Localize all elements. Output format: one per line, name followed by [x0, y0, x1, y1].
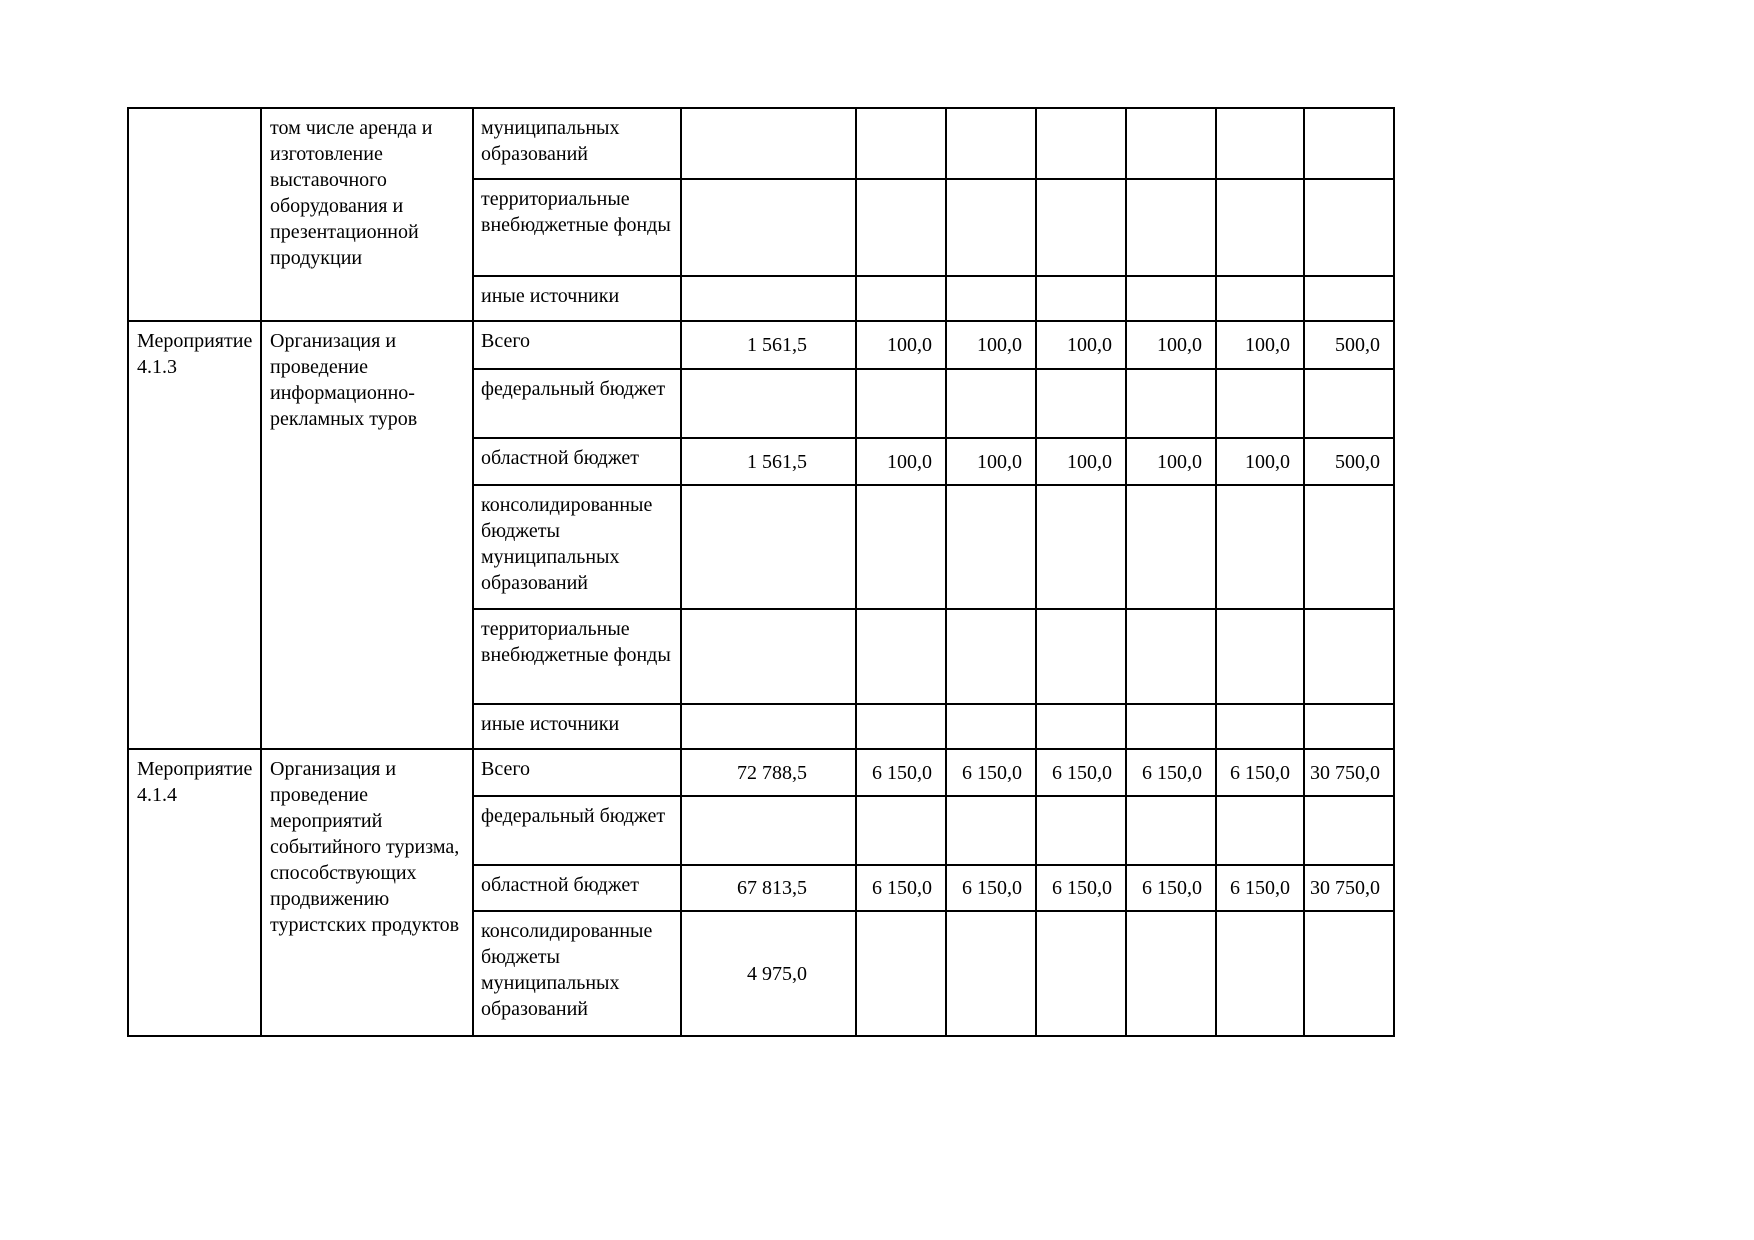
- budget-source-cell: консолидированные бюджеты муниципальных образований: [473, 911, 681, 1036]
- budget-source-cell: федеральный бюджет: [473, 369, 681, 438]
- value-cell: 6 150,0: [946, 749, 1036, 796]
- budget-source-cell: областной бюджет: [473, 438, 681, 485]
- value-cell: [856, 276, 946, 321]
- value-cell: 100,0: [1036, 321, 1126, 369]
- value-cell: [856, 796, 946, 865]
- value-cell: [1036, 108, 1126, 179]
- value-cell: [681, 796, 856, 865]
- value-cell: [856, 609, 946, 704]
- budget-source-cell: муниципальных образований: [473, 108, 681, 179]
- value-cell: 6 150,0: [1036, 865, 1126, 911]
- value-cell: [856, 911, 946, 1036]
- value-cell: [946, 704, 1036, 749]
- value-cell: [1304, 911, 1394, 1036]
- value-cell: [1304, 796, 1394, 865]
- value-cell: [1216, 108, 1304, 179]
- value-cell: [1126, 369, 1216, 438]
- value-cell: [1126, 108, 1216, 179]
- value-cell: [1304, 179, 1394, 276]
- value-cell: [1126, 609, 1216, 704]
- activity-description-cell: Организация и проведение мероприятий событийного туризма, способствующих продвижению туристских продуктов: [261, 749, 473, 1036]
- value-cell: [1216, 704, 1304, 749]
- table-row: [128, 108, 1394, 179]
- budget-source-cell: территориальные внебюджетные фонды: [473, 179, 681, 276]
- value-cell: 6 150,0: [856, 749, 946, 796]
- budget-table: [127, 107, 1395, 1037]
- value-cell: [1304, 369, 1394, 438]
- budget-source-cell: областной бюджет: [473, 865, 681, 911]
- value-cell: [1126, 796, 1216, 865]
- value-cell: 1 561,5: [681, 438, 856, 485]
- value-cell: [856, 485, 946, 609]
- value-cell: 4 975,0: [681, 911, 856, 1036]
- value-cell: 100,0: [1216, 438, 1304, 485]
- value-cell: 6 150,0: [1216, 749, 1304, 796]
- budget-source-cell: Всего: [473, 321, 681, 369]
- value-cell: 500,0: [1304, 321, 1394, 369]
- value-cell: [1216, 369, 1304, 438]
- activity-code-cell: Мероприятие 4.1.4: [128, 749, 261, 1036]
- value-cell: [946, 609, 1036, 704]
- budget-source-cell: Всего: [473, 749, 681, 796]
- value-cell: [1216, 609, 1304, 704]
- value-cell: [1126, 179, 1216, 276]
- value-cell: 1 561,5: [681, 321, 856, 369]
- value-cell: [856, 108, 946, 179]
- value-cell: 6 150,0: [1126, 865, 1216, 911]
- activity-description-cell: том числе аренда и изготовление выставочного оборудования и презентационной продукции: [261, 108, 473, 321]
- value-cell: [946, 369, 1036, 438]
- value-cell: [946, 108, 1036, 179]
- value-cell: 6 150,0: [946, 865, 1036, 911]
- value-cell: [681, 276, 856, 321]
- value-cell: [856, 179, 946, 276]
- value-cell: [1126, 485, 1216, 609]
- table-row: [128, 321, 1394, 369]
- value-cell: [856, 704, 946, 749]
- value-cell: 100,0: [946, 438, 1036, 485]
- value-cell: [946, 179, 1036, 276]
- value-cell: [1126, 276, 1216, 321]
- value-cell: 30 750,0: [1304, 865, 1394, 911]
- value-cell: [1216, 796, 1304, 865]
- value-cell: 30 750,0: [1304, 749, 1394, 796]
- value-cell: 6 150,0: [856, 865, 946, 911]
- value-cell: [946, 796, 1036, 865]
- activity-description-cell: Организация и проведение информационно-рекламных туров: [261, 321, 473, 749]
- value-cell: [1304, 276, 1394, 321]
- value-cell: [856, 369, 946, 438]
- value-cell: [1216, 179, 1304, 276]
- budget-source-cell: консолидированные бюджеты муниципальных образований: [473, 485, 681, 609]
- budget-source-cell: иные источники: [473, 704, 681, 749]
- value-cell: 100,0: [1036, 438, 1126, 485]
- value-cell: [946, 276, 1036, 321]
- value-cell: [681, 108, 856, 179]
- value-cell: 67 813,5: [681, 865, 856, 911]
- value-cell: [1304, 609, 1394, 704]
- value-cell: [946, 485, 1036, 609]
- value-cell: 100,0: [1126, 438, 1216, 485]
- value-cell: 72 788,5: [681, 749, 856, 796]
- value-cell: [1036, 911, 1126, 1036]
- value-cell: [681, 179, 856, 276]
- value-cell: [1126, 704, 1216, 749]
- activity-code-cell: Мероприятие 4.1.3: [128, 321, 261, 749]
- value-cell: 6 150,0: [1126, 749, 1216, 796]
- value-cell: [681, 485, 856, 609]
- value-cell: [946, 911, 1036, 1036]
- value-cell: [1036, 796, 1126, 865]
- value-cell: 100,0: [1126, 321, 1216, 369]
- value-cell: 100,0: [856, 321, 946, 369]
- value-cell: 6 150,0: [1216, 865, 1304, 911]
- value-cell: [1216, 276, 1304, 321]
- value-cell: [1216, 911, 1304, 1036]
- value-cell: [1126, 911, 1216, 1036]
- value-cell: [1216, 485, 1304, 609]
- value-cell: 6 150,0: [1036, 749, 1126, 796]
- value-cell: [1036, 704, 1126, 749]
- value-cell: [1036, 485, 1126, 609]
- value-cell: [1036, 369, 1126, 438]
- value-cell: [1036, 276, 1126, 321]
- value-cell: [681, 704, 856, 749]
- value-cell: 100,0: [1216, 321, 1304, 369]
- table-row: [128, 749, 1394, 796]
- budget-source-cell: территориальные внебюджетные фонды: [473, 609, 681, 704]
- value-cell: [1304, 108, 1394, 179]
- value-cell: [1304, 704, 1394, 749]
- value-cell: 100,0: [856, 438, 946, 485]
- budget-source-cell: федеральный бюджет: [473, 796, 681, 865]
- budget-source-cell: иные источники: [473, 276, 681, 321]
- value-cell: [1036, 609, 1126, 704]
- value-cell: 100,0: [946, 321, 1036, 369]
- value-cell: [681, 609, 856, 704]
- activity-code-cell: [128, 108, 261, 321]
- value-cell: [681, 369, 856, 438]
- value-cell: [1036, 179, 1126, 276]
- value-cell: [1304, 485, 1394, 609]
- value-cell: 500,0: [1304, 438, 1394, 485]
